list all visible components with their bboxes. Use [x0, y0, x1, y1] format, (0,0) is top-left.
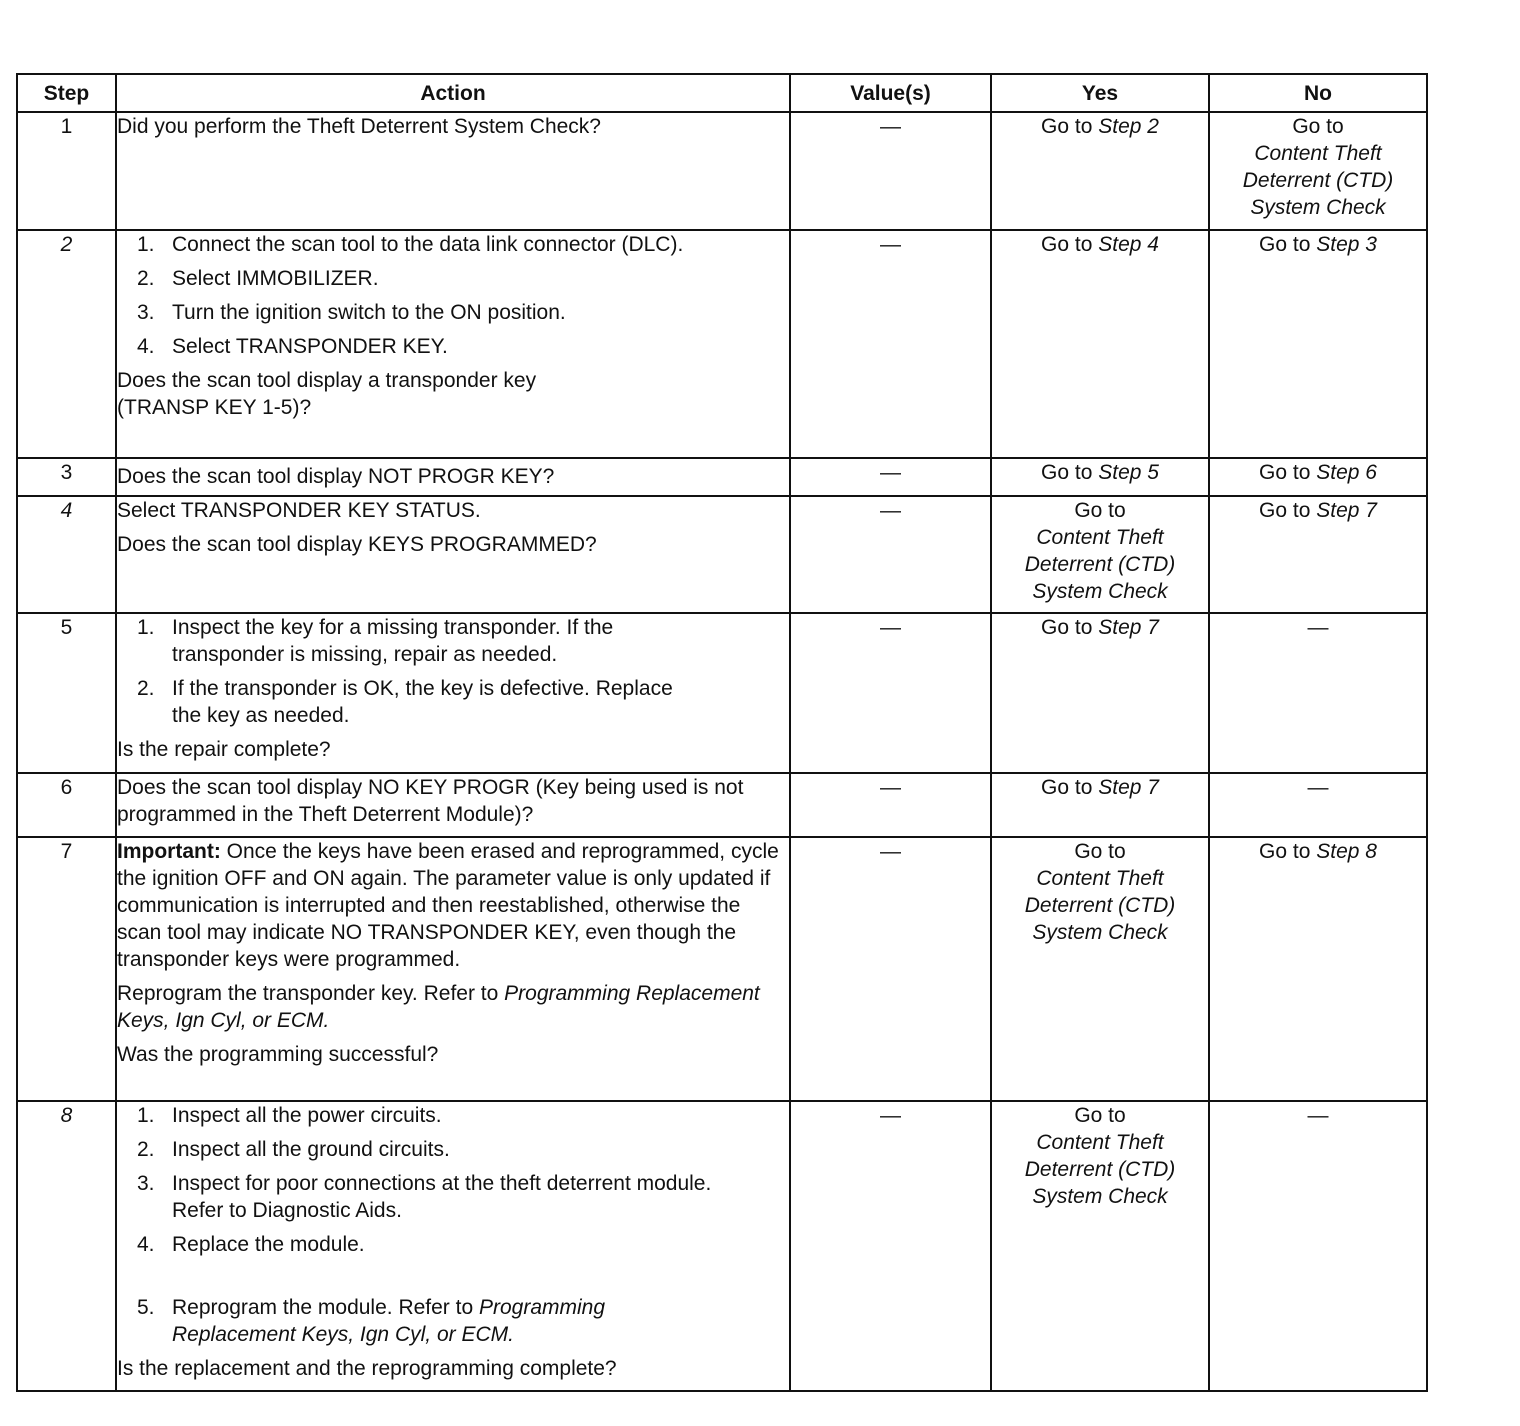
- values-cell: —: [790, 112, 991, 230]
- important-note: [117, 838, 789, 973]
- action-question: Does the scan tool display a transponder key (TRANSP KEY 1-5)?: [117, 369, 537, 419]
- table-row: [17, 1101, 1427, 1391]
- table-row: [17, 613, 1427, 773]
- values-cell: —: [790, 458, 991, 496]
- action-question: Does the scan tool display KEYS PROGRAMMED?: [117, 533, 597, 556]
- values-cell: —: [790, 1101, 991, 1391]
- table-row: [17, 230, 1427, 458]
- yes-cell: Go to Content Theft Deterrent (CTD) System Check: [991, 496, 1209, 613]
- action-cell: [116, 496, 790, 613]
- yes-cell: Go to Step 5: [991, 458, 1209, 496]
- yes-cell: Go to Content Theft Deterrent (CTD) System Check: [991, 1101, 1209, 1391]
- values-cell: —: [790, 230, 991, 458]
- header-no: No: [1209, 74, 1427, 112]
- action-question: Is the replacement and the reprogramming complete?: [117, 1357, 617, 1380]
- action-cell: [116, 1101, 790, 1391]
- action-cell: [116, 230, 790, 458]
- step-reference: Step 4: [1098, 233, 1159, 256]
- programming-reference: Programming Replacement Keys, Ign Cyl, or ECM.: [117, 982, 760, 1032]
- list-item: 4. Replace the module.: [137, 1233, 365, 1256]
- values-cell: —: [790, 613, 991, 773]
- step-reference: Step 8: [1316, 840, 1377, 863]
- action-cell: [116, 837, 790, 1101]
- no-cell: Go to Step 3: [1209, 230, 1427, 458]
- goto-text: Go to: [1041, 115, 1093, 138]
- step-reference: Step 5: [1098, 461, 1159, 484]
- values-cell: —: [790, 773, 991, 837]
- no-cell: [1209, 112, 1427, 230]
- list-item: 4. Select TRANSPONDER KEY.: [137, 335, 448, 358]
- step-number: 8: [17, 1101, 116, 1391]
- step-number: 1: [17, 112, 116, 230]
- header-action: Action: [116, 74, 790, 112]
- list-item: 1. Inspect all the power circuits.: [137, 1104, 442, 1127]
- action-list: [117, 1102, 789, 1348]
- action-cell: [116, 458, 790, 496]
- list-item: 2. If the transponder is OK, the key is defective. Replace the key as needed.: [137, 677, 673, 727]
- ctd-line-1: Content Theft: [1254, 142, 1382, 165]
- action-question: Did you perform the Theft Deterrent System Check?: [117, 115, 601, 138]
- header-yes: Yes: [991, 74, 1209, 112]
- yes-cell: Go to Step 7: [991, 613, 1209, 773]
- important-label: Important:: [117, 840, 221, 863]
- list-item: 3. Turn the ignition switch to the ON position.: [137, 301, 566, 324]
- no-cell: Go to Step 6: [1209, 458, 1427, 496]
- important-text: Once the keys have been erased and reprogrammed, cycle the ignition OFF and ON again. The parameter value is only updated if communication is interrupted and then reestablished, otherwise the scan tool may indicate NO TRANSPONDER KEY, even though the transponder keys were programmed.: [117, 840, 779, 971]
- no-cell: Go to Step 8: [1209, 837, 1427, 1101]
- values-cell: —: [790, 496, 991, 613]
- action-line: Select TRANSPONDER KEY STATUS.: [117, 499, 481, 522]
- action-cell: [116, 773, 790, 837]
- action-list: [117, 614, 789, 729]
- step-number: 7: [17, 837, 116, 1101]
- list-item: 5. Reprogram the module. Refer to Programming Replacement Keys, Ign Cyl, or ECM.: [137, 1296, 606, 1346]
- table-row: [17, 496, 1427, 613]
- step-reference: Step 7: [1316, 499, 1377, 522]
- no-cell: —: [1209, 613, 1427, 773]
- step-number: 4: [17, 496, 116, 613]
- step-reference: Step 7: [1098, 776, 1159, 799]
- header-values: Value(s): [790, 74, 991, 112]
- action-cell: [116, 613, 790, 773]
- step-number: 2: [17, 230, 116, 458]
- action-question: Does the scan tool display NOT PROGR KEY?: [117, 465, 555, 488]
- reprogram-instruction: Reprogram the transponder key. Refer to Programming Replacement Keys, Ign Cyl, or ECM.: [117, 982, 760, 1032]
- step-reference: Step 7: [1098, 616, 1159, 639]
- ctd-line-2: Deterrent (CTD): [1242, 169, 1394, 192]
- list-item: 2. Inspect all the ground circuits.: [137, 1138, 450, 1161]
- goto-text: Go to: [1292, 115, 1344, 138]
- step-reference: Step 2: [1098, 115, 1159, 138]
- header-step: Step: [17, 74, 116, 112]
- no-cell: —: [1209, 1101, 1427, 1391]
- step-reference: Step 6: [1316, 461, 1377, 484]
- step-number: 6: [17, 773, 116, 837]
- action-question: Is the repair complete?: [117, 738, 331, 761]
- no-cell: —: [1209, 773, 1427, 837]
- list-item: 1. Inspect the key for a missing transponder. If the transponder is missing, repair as needed.: [137, 616, 614, 666]
- yes-cell: Go to Step 4: [991, 230, 1209, 458]
- step-reference: Step 3: [1316, 233, 1377, 256]
- diagnostic-table: [16, 73, 1428, 1392]
- no-cell: Go to Step 7: [1209, 496, 1427, 613]
- list-item: 2. Select IMMOBILIZER.: [137, 267, 379, 290]
- list-item: 1. Connect the scan tool to the data link connector (DLC).: [137, 233, 684, 256]
- yes-cell: [991, 112, 1209, 230]
- ctd-line-3: System Check: [1250, 196, 1386, 219]
- step-number: 5: [17, 613, 116, 773]
- table-row: [17, 837, 1427, 1101]
- yes-cell: Go to Content Theft Deterrent (CTD) System Check: [991, 837, 1209, 1101]
- action-question: Does the scan tool display NO KEY PROGR (Key being used is not programmed in the Theft Deterrent Module)?: [117, 776, 744, 826]
- table-row: [17, 773, 1427, 837]
- step-number: 3: [17, 458, 116, 496]
- action-question: Was the programming successful?: [117, 1043, 439, 1066]
- table-row: [17, 458, 1427, 496]
- table-row: [17, 112, 1427, 230]
- list-spacer: [117, 1265, 789, 1287]
- programming-reference: Programming Replacement Keys, Ign Cyl, or ECM.: [172, 1296, 606, 1346]
- header-row: [17, 74, 1427, 112]
- list-item: 3. Inspect for poor connections at the theft deterrent module. Refer to Diagnostic Aids.: [137, 1172, 712, 1222]
- action-cell: [116, 112, 790, 230]
- values-cell: —: [790, 837, 991, 1101]
- yes-cell: Go to Step 7: [991, 773, 1209, 837]
- action-list: [117, 231, 789, 360]
